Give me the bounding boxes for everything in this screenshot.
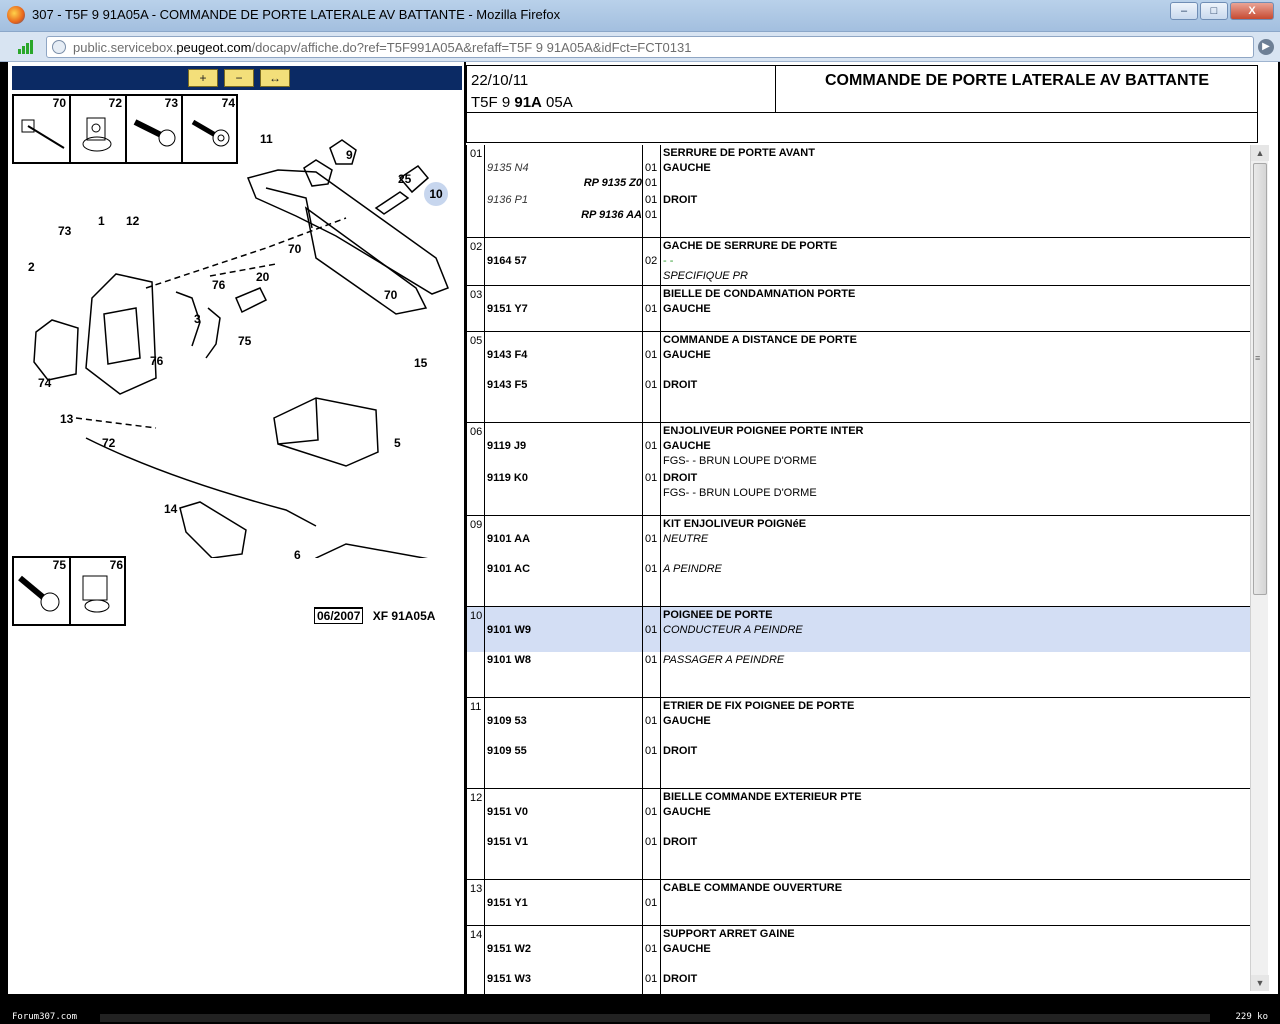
cell-part-reference: [485, 423, 643, 515]
illustration-code: XF 91A05A: [372, 609, 436, 623]
zoom-out-button[interactable]: [224, 69, 254, 87]
table-row[interactable]: [467, 698, 1258, 789]
header-spacer: [466, 113, 1258, 143]
ref-label: 1: [98, 214, 105, 228]
part-reference[interactable]: 9101 AA: [487, 533, 531, 545]
part-variant: DROIT: [663, 973, 698, 985]
part-variant: - -: [663, 255, 674, 267]
part-variant: GAUCHE: [663, 349, 711, 361]
part-variant: FGS- - BRUN LOUPE D'ORME: [663, 487, 817, 499]
magnifier-plus-icon: +: [199, 71, 207, 85]
ref-label: 76: [212, 278, 226, 292]
ref-label: 14: [164, 502, 178, 516]
part-reference[interactable]: 9109 53: [487, 715, 527, 727]
table-row[interactable]: [467, 423, 1258, 516]
quantity: 01: [645, 715, 658, 727]
url-text[interactable]: public.servicebox.peugeot.com/docapv/affiche.do?ref=T5F991A05A&refaff=T5F 9 91A05A&idFct=FCT0131: [73, 40, 692, 55]
quantity: 01: [645, 379, 658, 391]
ref-label: 2: [28, 260, 35, 274]
part-reference[interactable]: 9135 N4: [487, 162, 529, 174]
fig-cell: 74: [183, 96, 238, 162]
part-variant: DROIT: [663, 472, 698, 484]
part-variant: NEUTRE: [663, 533, 709, 545]
cell-description: [661, 926, 1258, 994]
part-variant: GAUCHE: [663, 303, 711, 315]
item-number: 02: [470, 241, 483, 253]
item-number: 09: [470, 519, 483, 531]
site-identity-icon[interactable]: [52, 40, 66, 54]
part-title: SUPPORT ARRET GAINE: [663, 928, 795, 940]
maximize-button[interactable]: □: [1200, 2, 1228, 20]
cell-item-number: [467, 145, 485, 237]
part-title: ETRIER DE FIX POIGNEE DE PORTE: [663, 700, 855, 712]
part-reference[interactable]: 9151 Y1: [487, 897, 528, 909]
cell-part-reference: [485, 145, 643, 237]
table-row[interactable]: [467, 880, 1258, 926]
part-variant: DROIT: [663, 836, 698, 848]
quantity: 01: [645, 943, 658, 955]
page-content: [8, 62, 1278, 994]
cell-item-number: [467, 607, 485, 697]
cell-quantity: [643, 145, 661, 237]
part-variant: SPECIFIQUE PR: [663, 270, 748, 282]
go-arrow-icon[interactable]: ▶: [1258, 39, 1274, 55]
ref-label: 3: [194, 312, 201, 326]
ref-label: 70: [288, 242, 302, 256]
item-number: 11: [470, 701, 482, 713]
cell-quantity: [643, 423, 661, 515]
parts-panel: [466, 62, 1266, 994]
quantity: 01: [645, 177, 658, 189]
part-title: ENJOLIVEUR POIGNEE PORTE INTER: [663, 425, 864, 437]
status-right: 229 ko: [1235, 1012, 1268, 1022]
status-progress: [100, 1014, 1210, 1022]
part-reference[interactable]: 9101 W9: [487, 624, 532, 636]
part-reference[interactable]: 9151 V1: [487, 836, 528, 848]
zoom-in-button[interactable]: [188, 69, 218, 87]
table-row[interactable]: [467, 926, 1258, 994]
cell-part-reference: [485, 880, 643, 925]
quantity: 01: [645, 303, 658, 315]
ref-label: 6: [294, 548, 301, 562]
part-reference[interactable]: 9101 AC: [487, 563, 531, 575]
cell-part-reference: [485, 286, 643, 331]
part-title: GACHE DE SERRURE DE PORTE: [663, 240, 838, 252]
ref-label: 25: [398, 172, 412, 186]
illustration-panel: [8, 62, 466, 994]
ref-label: 75: [238, 334, 252, 348]
cell-description: [661, 516, 1258, 606]
part-variant: CONDUCTEUR A PEINDRE: [663, 624, 803, 636]
part-reference[interactable]: 9151 Y7: [487, 303, 528, 315]
parts-header: [466, 65, 1258, 113]
page-title: COMMANDE DE PORTE LATERALE AV BATTANTE: [825, 72, 1209, 89]
window-controls: [1170, 2, 1274, 20]
status-bar: [0, 1012, 1280, 1024]
ref-label: 12: [126, 214, 140, 228]
navigation-bar: [0, 32, 1280, 62]
part-reference[interactable]: 9136 P1: [487, 194, 528, 206]
address-bar[interactable]: [46, 36, 1254, 58]
part-reference[interactable]: 9119 J9: [487, 440, 527, 452]
table-row[interactable]: [467, 516, 1258, 607]
scroll-up-arrow-icon[interactable]: ▲: [1251, 145, 1269, 161]
part-title: KIT ENJOLIVEUR POIGNéE: [663, 518, 807, 530]
quantity: 01: [645, 209, 658, 221]
part-variant: GAUCHE: [663, 943, 711, 955]
part-reference[interactable]: 9151 W3: [487, 973, 532, 985]
part-title: BIELLE COMMANDE EXTERIEUR PTE: [663, 791, 862, 803]
connection-icon: [18, 40, 34, 54]
ref-label: 70: [384, 288, 398, 302]
window-title: 307 - T5F 9 91A05A - COMMANDE DE PORTE LATERALE AV BATTANTE - Mozilla Firefox: [32, 7, 561, 22]
window-titlebar: [0, 0, 1280, 32]
part-variant: GAUCHE: [663, 715, 711, 727]
grip-icon: ≡: [1255, 353, 1261, 363]
cell-quantity: [643, 926, 661, 994]
fig-cell: 73: [127, 96, 183, 162]
header-ref: T5F 9 91A 05A: [471, 94, 573, 111]
part-reference[interactable]: 9164 57: [487, 255, 527, 267]
cell-quantity: [643, 880, 661, 925]
part-reference[interactable]: RP 9136 AA: [581, 209, 642, 221]
ref-label: 11: [260, 132, 273, 146]
scroll-down-arrow-icon[interactable]: ▼: [1251, 975, 1269, 991]
part-reference[interactable]: 9101 W8: [487, 654, 532, 666]
ref-label: 72: [102, 436, 116, 450]
part-title: COMMANDE A DISTANCE DE PORTE: [663, 334, 857, 346]
part-variant: PASSAGER A PEINDRE: [663, 654, 785, 666]
quantity: 01: [645, 472, 658, 484]
header-date: 22/10/11: [471, 72, 529, 89]
cell-description: [661, 607, 1258, 697]
cell-description: [661, 286, 1258, 331]
vertical-scrollbar[interactable]: [1250, 145, 1268, 991]
quantity: 01: [645, 349, 658, 361]
scroll-thumb[interactable]: [1253, 163, 1267, 595]
part-variant: DROIT: [663, 379, 698, 391]
cell-description: [661, 145, 1258, 237]
exploded-view-drawing: [16, 98, 456, 558]
cell-part-reference: [485, 698, 643, 788]
cell-item-number: [467, 698, 485, 788]
quantity: 02: [645, 255, 658, 267]
table-row[interactable]: [467, 286, 1258, 332]
table-row[interactable]: [467, 332, 1261, 423]
item-number: 06: [470, 426, 483, 438]
quantity: 01: [645, 194, 658, 206]
cell-description: [661, 332, 1261, 422]
quantity: 01: [645, 624, 658, 636]
item-number: 12: [470, 792, 483, 804]
part-reference[interactable]: 9151 V0: [487, 806, 528, 818]
cell-item-number: [467, 238, 485, 285]
cell-part-reference: [485, 238, 643, 285]
part-variant: DROIT: [663, 745, 698, 757]
quantity: 01: [645, 836, 658, 848]
ref-label: 74: [38, 376, 52, 390]
cell-description: [661, 238, 1258, 285]
part-variant: GAUCHE: [663, 806, 711, 818]
cell-item-number: [467, 423, 485, 515]
quantity: 01: [645, 533, 658, 545]
magnifier-move-icon: ↔: [269, 71, 281, 85]
zoom-pan-button[interactable]: [260, 69, 290, 87]
cell-item-number: [467, 926, 485, 994]
ref-label: 73: [58, 224, 72, 238]
table-row[interactable]: [467, 607, 1258, 698]
ref-label: 9: [346, 148, 353, 162]
part-reference[interactable]: 9109 55: [487, 745, 527, 757]
table-row[interactable]: [467, 238, 1258, 286]
cell-quantity: [643, 698, 661, 788]
cell-part-reference: [485, 926, 643, 994]
fig-cell: 70: [14, 96, 71, 162]
part-reference[interactable]: 9143 F4: [487, 349, 528, 361]
quantity: 01: [645, 897, 658, 909]
part-variant: A PEINDRE: [663, 563, 722, 575]
cell-quantity: [643, 607, 661, 697]
part-variant: GAUCHE: [663, 440, 711, 452]
quantity: 01: [645, 563, 658, 575]
part-title: CABLE COMMANDE OUVERTURE: [663, 882, 843, 894]
parts-table: [466, 145, 1261, 994]
illustration-date: 06/2007: [314, 607, 363, 624]
cell-item-number: [467, 286, 485, 331]
part-title: BIELLE DE CONDAMNATION PORTE: [663, 288, 856, 300]
ref-label-highlighted[interactable]: 10: [424, 182, 448, 206]
fig-cell: 72: [71, 96, 127, 162]
cell-item-number: [467, 880, 485, 925]
part-variant: FGS- - BRUN LOUPE D'ORME: [663, 455, 817, 467]
item-number: 05: [470, 335, 483, 347]
cell-quantity: [643, 238, 661, 285]
cell-description: [661, 423, 1258, 515]
ref-label: 13: [60, 412, 74, 426]
part-variant: GAUCHE: [663, 162, 711, 174]
close-button[interactable]: X: [1230, 2, 1274, 20]
cell-quantity: [643, 332, 661, 422]
ref-label: 15: [414, 356, 428, 370]
part-variant: DROIT: [663, 194, 698, 206]
quantity: 01: [645, 654, 658, 666]
cell-quantity: [643, 516, 661, 606]
ref-label: 76: [150, 354, 164, 368]
cell-part-reference: [485, 607, 643, 697]
fasteners-fig-bottom: [12, 556, 126, 626]
table-row[interactable]: [467, 145, 1258, 238]
ref-label: 5: [394, 436, 401, 450]
part-reference[interactable]: 9119 K0: [487, 472, 528, 484]
cell-part-reference: [485, 516, 643, 606]
quantity: 01: [645, 162, 658, 174]
minimize-button[interactable]: –: [1170, 2, 1198, 20]
cell-item-number: [467, 789, 485, 879]
part-reference[interactable]: 9151 W2: [487, 943, 532, 955]
cell-description: [661, 698, 1258, 788]
part-title: SERRURE DE PORTE AVANT: [663, 147, 815, 159]
quantity: 01: [645, 973, 658, 985]
item-number: 03: [470, 289, 483, 301]
part-reference[interactable]: RP 9135 Z0: [583, 177, 642, 189]
magnifier-minus-icon: −: [235, 71, 243, 85]
header-info: [467, 66, 776, 112]
item-number: 14: [470, 929, 483, 941]
quantity: 01: [645, 806, 658, 818]
cell-description: [661, 880, 1258, 925]
item-number: 13: [470, 883, 483, 895]
cell-item-number: [467, 332, 485, 422]
firefox-icon: [7, 6, 25, 24]
part-title: POIGNEE DE PORTE: [663, 609, 773, 621]
illustration-reference: [314, 609, 435, 623]
cell-description: [661, 789, 1258, 879]
zoom-toolbar: [12, 66, 462, 90]
cell-quantity: [643, 286, 661, 331]
table-row[interactable]: [467, 789, 1258, 880]
quantity: 01: [645, 745, 658, 757]
item-number: 01: [470, 148, 483, 160]
cell-item-number: [467, 516, 485, 606]
quantity: 01: [645, 440, 658, 452]
cell-quantity: [643, 789, 661, 879]
item-number: 10: [470, 610, 483, 622]
fig-cell: 75: [14, 558, 71, 624]
cell-part-reference: [485, 332, 643, 422]
cell-part-reference: [485, 789, 643, 879]
fig-cell: 76: [71, 558, 126, 624]
status-left: Forum307.com: [12, 1012, 78, 1022]
ref-label: 20: [256, 270, 270, 284]
part-reference[interactable]: 9143 F5: [487, 379, 528, 391]
